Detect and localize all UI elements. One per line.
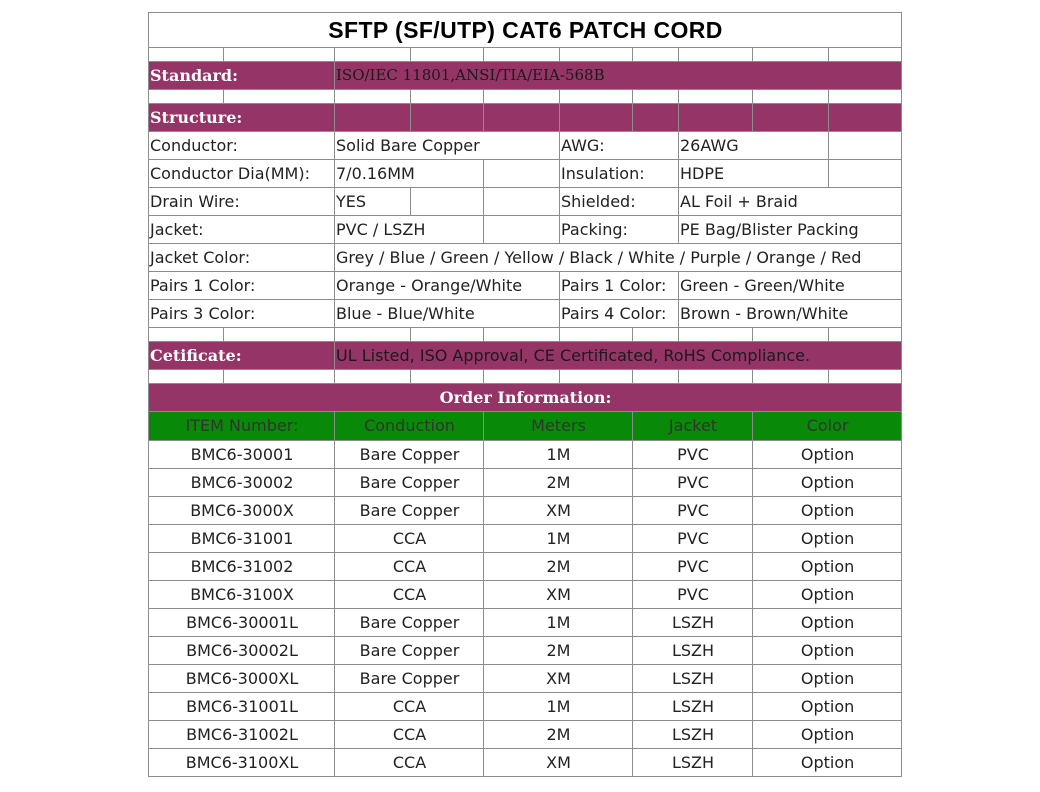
spec-row <box>149 272 902 300</box>
meters-cell: 2M <box>484 469 633 497</box>
standard-row <box>149 62 902 90</box>
conduction-cell: Bare Copper <box>335 609 484 637</box>
pair4-label: Pairs 4 Color: <box>560 300 679 328</box>
jacket-color-label: Jacket Color: <box>149 244 335 272</box>
conduction-cell: Bare Copper <box>335 637 484 665</box>
jacket-cell: PVC <box>633 441 753 469</box>
awg-label: AWG: <box>560 132 679 160</box>
meters-cell: 1M <box>484 693 633 721</box>
table-row <box>149 581 902 609</box>
color-cell: Option <box>753 609 902 637</box>
shielded-label: Shielded: <box>560 188 679 216</box>
standard-label: Standard: <box>149 62 335 90</box>
insulation-value: HDPE <box>679 160 829 188</box>
meters-cell: XM <box>484 749 633 777</box>
conduction-cell: Bare Copper <box>335 441 484 469</box>
jacket-color-value: Grey / Blue / Green / Yellow / Black / White / Purple / Orange / Red <box>335 244 902 272</box>
order-header-row <box>149 412 902 441</box>
packing-label: Packing: <box>560 216 679 244</box>
pair3-value: Blue - Blue/White <box>335 300 560 328</box>
conductor-label: Conductor: <box>149 132 335 160</box>
dia-value: 7/0.16MM <box>335 160 484 188</box>
table-row <box>149 553 902 581</box>
item-number-cell: BMC6-31002L <box>149 721 335 749</box>
spec-row <box>149 300 902 328</box>
awg-value: 26AWG <box>679 132 829 160</box>
meters-cell: 1M <box>484 441 633 469</box>
table-row <box>149 665 902 693</box>
jacket-cell: PVC <box>633 553 753 581</box>
col-conduction: Conduction <box>335 412 484 441</box>
jacket-cell: PVC <box>633 497 753 525</box>
item-number-cell: BMC6-31002 <box>149 553 335 581</box>
pair3-label: Pairs 3 Color: <box>149 300 335 328</box>
color-cell: Option <box>753 637 902 665</box>
pair2-label: Pairs 1 Color: <box>560 272 679 300</box>
table-row <box>149 637 902 665</box>
drain-label: Drain Wire: <box>149 188 335 216</box>
color-cell: Option <box>753 469 902 497</box>
meters-cell: XM <box>484 497 633 525</box>
structure-label: Structure: <box>149 104 335 132</box>
pair2-value: Green - Green/White <box>679 272 902 300</box>
item-number-cell: BMC6-30002 <box>149 469 335 497</box>
meters-cell: 1M <box>484 609 633 637</box>
item-number-cell: BMC6-30002L <box>149 637 335 665</box>
color-cell: Option <box>753 721 902 749</box>
item-number-cell: BMC6-3100XL <box>149 749 335 777</box>
structure-row <box>149 104 902 132</box>
item-number-cell: BMC6-31001L <box>149 693 335 721</box>
jacket-label: Jacket: <box>149 216 335 244</box>
jacket-cell: LSZH <box>633 749 753 777</box>
color-cell: Option <box>753 749 902 777</box>
conduction-cell: Bare Copper <box>335 665 484 693</box>
table-row <box>149 749 902 777</box>
color-cell: Option <box>753 525 902 553</box>
table-row <box>149 441 902 469</box>
certificate-label: Cetificate: <box>149 342 335 370</box>
spec-row <box>149 188 902 216</box>
spec-row <box>149 132 902 160</box>
table-row <box>149 525 902 553</box>
table-row <box>149 469 902 497</box>
table-row <box>149 693 902 721</box>
spec-sheet <box>148 12 901 777</box>
dia-label: Conductor Dia(MM): <box>149 160 335 188</box>
shielded-value: AL Foil + Braid <box>679 188 902 216</box>
page-title: SFTP (SF/UTP) CAT6 PATCH CORD <box>149 13 902 48</box>
spec-table <box>148 12 902 777</box>
standard-value: ISO/IEC 11801,ANSI/TIA/EIA-568B <box>335 62 902 90</box>
meters-cell: 2M <box>484 721 633 749</box>
pair1-label: Pairs 1 Color: <box>149 272 335 300</box>
jacket-cell: PVC <box>633 469 753 497</box>
color-cell: Option <box>753 693 902 721</box>
meters-cell: 2M <box>484 553 633 581</box>
conduction-cell: CCA <box>335 581 484 609</box>
order-heading: Order Information: <box>149 384 902 412</box>
item-number-cell: BMC6-3100X <box>149 581 335 609</box>
order-heading-row <box>149 384 902 412</box>
conduction-cell: Bare Copper <box>335 497 484 525</box>
col-jacket: Jacket <box>633 412 753 441</box>
conduction-cell: CCA <box>335 721 484 749</box>
jacket-cell: LSZH <box>633 609 753 637</box>
color-cell: Option <box>753 581 902 609</box>
color-cell: Option <box>753 441 902 469</box>
spec-row <box>149 216 902 244</box>
item-number-cell: BMC6-31001 <box>149 525 335 553</box>
item-number-cell: BMC6-30001 <box>149 441 335 469</box>
jacket-cell: PVC <box>633 581 753 609</box>
pair1-value: Orange - Orange/White <box>335 272 560 300</box>
insulation-label: Insulation: <box>560 160 679 188</box>
color-cell: Option <box>753 665 902 693</box>
conduction-cell: CCA <box>335 693 484 721</box>
jacket-cell: LSZH <box>633 721 753 749</box>
col-color: Color <box>753 412 902 441</box>
drain-value: YES <box>335 188 411 216</box>
jacket-value: PVC / LSZH <box>335 216 484 244</box>
conduction-cell: CCA <box>335 525 484 553</box>
color-cell: Option <box>753 497 902 525</box>
conductor-value: Solid Bare Copper <box>335 132 560 160</box>
spec-row <box>149 244 902 272</box>
meters-cell: XM <box>484 665 633 693</box>
table-row <box>149 721 902 749</box>
col-item-number: ITEM Number: <box>149 412 335 441</box>
jacket-cell: LSZH <box>633 693 753 721</box>
table-row <box>149 497 902 525</box>
item-number-cell: BMC6-3000XL <box>149 665 335 693</box>
pair4-value: Brown - Brown/White <box>679 300 902 328</box>
meters-cell: 1M <box>484 525 633 553</box>
certificate-value: UL Listed, ISO Approval, CE Certificated, RoHS Compliance. <box>335 342 902 370</box>
item-number-cell: BMC6-3000X <box>149 497 335 525</box>
meters-cell: XM <box>484 581 633 609</box>
packing-value: PE Bag/Blister Packing <box>679 216 902 244</box>
certificate-row <box>149 342 902 370</box>
conduction-cell: CCA <box>335 749 484 777</box>
conduction-cell: Bare Copper <box>335 469 484 497</box>
jacket-cell: LSZH <box>633 637 753 665</box>
color-cell: Option <box>753 553 902 581</box>
item-number-cell: BMC6-30001L <box>149 609 335 637</box>
table-row <box>149 609 902 637</box>
col-meters: Meters <box>484 412 633 441</box>
meters-cell: 2M <box>484 637 633 665</box>
jacket-cell: PVC <box>633 525 753 553</box>
spec-row <box>149 160 902 188</box>
jacket-cell: LSZH <box>633 665 753 693</box>
conduction-cell: CCA <box>335 553 484 581</box>
